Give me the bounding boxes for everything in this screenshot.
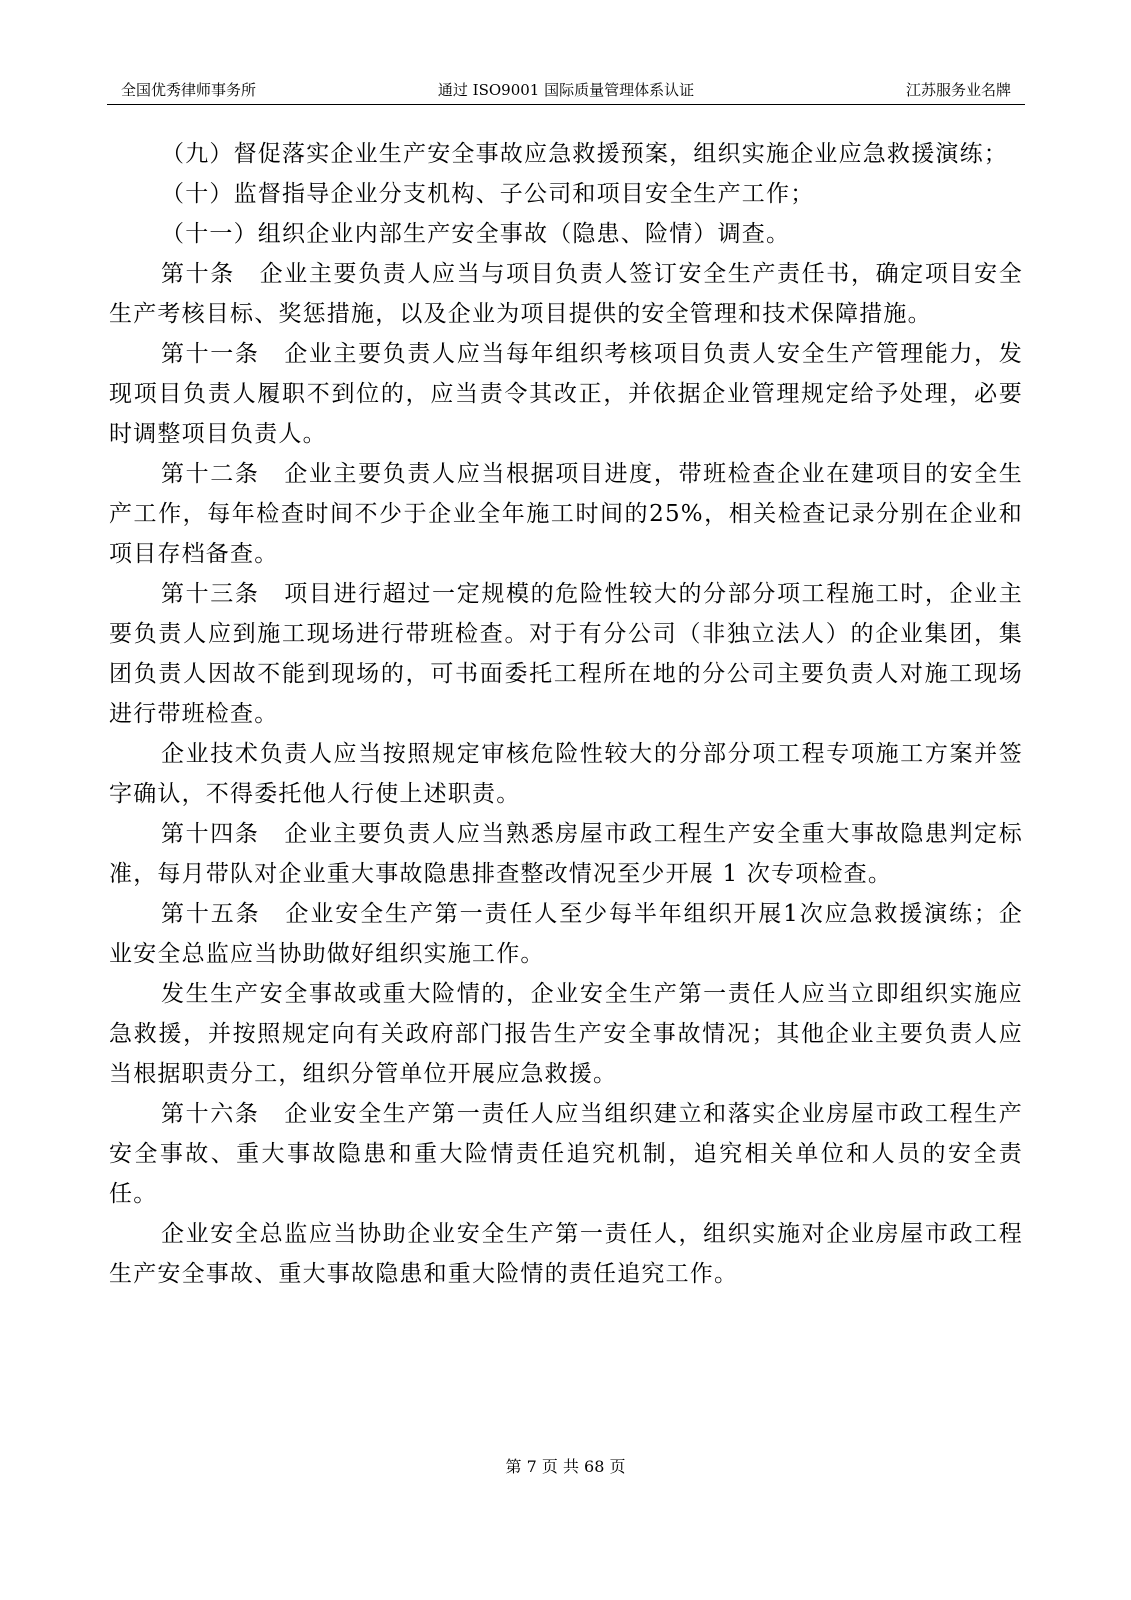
header-brand: 江苏服务业名牌 xyxy=(905,81,1011,99)
page-number: 第 7 页 共 68 页 xyxy=(505,1457,626,1476)
header-firm-title: 全国优秀律师事务所 xyxy=(121,81,257,99)
paragraph-item-9: （九）督促落实企业生产安全事故应急救援预案，组织实施企业应急救援演练； xyxy=(161,141,1008,167)
article-13-paragraph-2: 企业技术负责人应当按照规定审核危险性较大的分部分项工程专项施工方案并签字确认，不得委托他人行使上述职责。 xyxy=(109,741,1023,807)
page-header xyxy=(107,78,1025,105)
article-12: 第十二条 企业主要负责人应当根据项目进度，带班检查企业在建项目的安全生产工作，每年检查时间不少于企业全年施工时间的25%，相关检查记录分别在企业和项目存档备查。 xyxy=(109,461,1023,567)
article-11: 第十一条 企业主要负责人应当每年组织考核项目负责人安全生产管理能力，发现项目负责人履职不到位的，应当责令其改正，并依据企业管理规定给予处理，必要时调整项目负责人。 xyxy=(109,341,1023,447)
article-15-paragraph-2: 发生生产安全事故或重大险情的，企业安全生产第一责任人应当立即组织实施应急救援，并按照规定向有关政府部门报告生产安全事故情况；其他企业主要负责人应当根据职责分工，组织分管单位开展应急救援。 xyxy=(109,981,1023,1087)
article-16-paragraph-2: 企业安全总监应当协助企业安全生产第一责任人，组织实施对企业房屋市政工程生产安全事故、重大事故隐患和重大险情的责任追究工作。 xyxy=(109,1221,1023,1287)
page-footer xyxy=(0,1456,1131,1478)
paragraph-item-10: （十）监督指导企业分支机构、子公司和项目安全生产工作； xyxy=(161,181,815,207)
paragraph-item-11: （十一）组织企业内部生产安全事故（隐患、险情）调查。 xyxy=(161,221,791,247)
document-body xyxy=(109,134,1023,1294)
article-13: 第十三条 项目进行超过一定规模的危险性较大的分部分项工程施工时，企业主要负责人应到施工现场进行带班检查。对于有分公司（非独立法人）的企业集团，集团负责人因故不能到现场的，可书面委托工程所在地的分公司主要负责人对施工现场进行带班检查。 xyxy=(109,581,1023,727)
article-10: 第十条 企业主要负责人应当与项目负责人签订安全生产责任书，确定项目安全生产考核目标、奖惩措施，以及企业为项目提供的安全管理和技术保障措施。 xyxy=(109,261,1023,327)
article-14: 第十四条 企业主要负责人应当熟悉房屋市政工程生产安全重大事故隐患判定标准，每月带队对企业重大事故隐患排查整改情况至少开展 1 次专项检查。 xyxy=(109,821,1023,887)
article-16: 第十六条 企业安全生产第一责任人应当组织建立和落实企业房屋市政工程生产安全事故、重大事故隐患和重大险情责任追究机制，追究相关单位和人员的安全责任。 xyxy=(109,1101,1023,1207)
header-certification: 通过 ISO9001 国际质量管理体系认证 xyxy=(437,81,695,99)
article-15: 第十五条 企业安全生产第一责任人至少每半年组织开展1次应急救援演练；企业安全总监应当协助做好组织实施工作。 xyxy=(109,901,1023,967)
